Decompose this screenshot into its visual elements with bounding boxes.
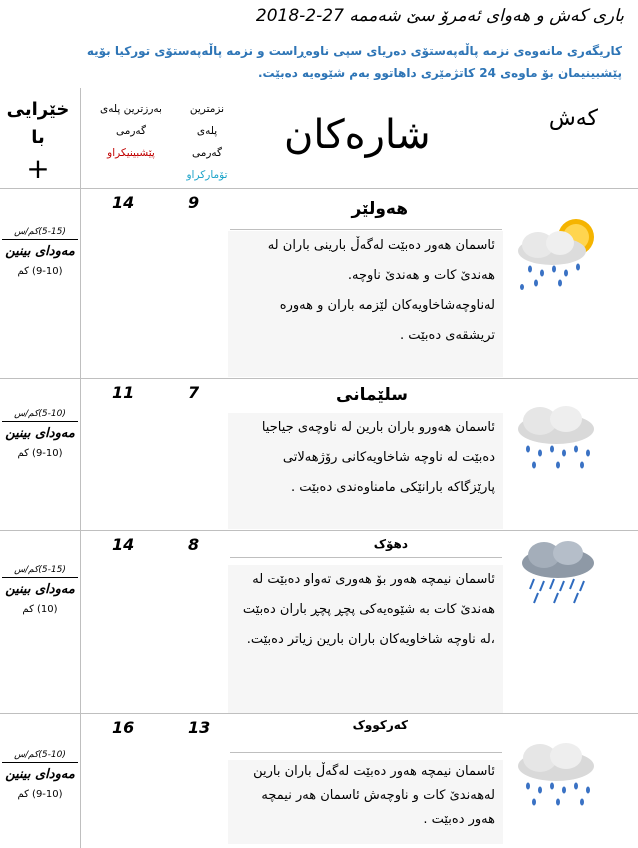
visibility-value: (9-10) کم [17,789,63,800]
heavy-rain-cloud-icon [508,533,604,609]
wind-speed: (5-10)کم/س [2,407,78,422]
max-temp-value: 14 [112,193,135,212]
visibility-value: (10) کم [22,604,58,615]
visibility-value: (9-10) کم [17,266,63,277]
visibility-label: مەودای بینین [5,582,75,597]
recorded-label: تۆمارکراو [186,169,228,181]
wind-info [0,748,80,803]
max-temp-value: 14 [112,535,135,554]
sun-cloud-rain-icon [508,215,604,291]
visibility-label: مەودای بینین [5,767,75,782]
wind-info [0,407,80,462]
city-row-sulaymaniyah [0,379,638,530]
page-title: باری کەش و هەوای ئەمرۆ سێ شەممە 27-2-2018 [255,6,624,26]
city-name: هەولێر [351,199,408,219]
table-header [0,88,638,188]
min-temp-value: 13 [188,718,211,737]
city-name: دهۆک [373,537,408,551]
city-name: سلێمانی [336,385,408,405]
forecast-line: ئاسمان هەورو باران بارین لە ناوچەی جیاجیا دەبێت لە ناوچە شاخاویەکانی رۆژهەلاتی پارێزگاکە بارانێکی مامناوەندی دەبێت . [261,420,495,495]
wind-speed: (5-15)کم/س [2,563,78,578]
weather-column-header: کەش [548,106,598,131]
wind-label: خێرایی با [6,99,70,148]
wind-speed: (5-15)کم/س [2,225,78,240]
forecast-description [228,231,503,377]
forecast-label: پێشبینیکراو [107,147,155,159]
forecast-line: لەناوچەشاخاویەکان لێزمە باران و هەورە تریشقەی دەبێت . [279,298,495,343]
city-name: کەرکووک [352,718,408,732]
max-temp-column-header [86,98,176,164]
min-temp-value: 7 [188,383,200,402]
min-temp-label: نزمترین پلەی گەرمی [189,103,225,159]
visibility-value: (9-10) کم [17,448,63,459]
min-temp-column-header [183,98,231,186]
visibility-label: مەودای بینین [5,244,75,259]
cloud-rain-icon [508,736,604,812]
min-temp-value: 9 [188,193,200,212]
max-temp-value: 11 [112,383,135,402]
city-row-erbil [0,189,638,378]
city-underline [230,752,502,753]
forecast-line: ئاسمان نیمچە هەور دەبێت لەگەڵ باران بارین لەهەندێ کات و ناوچەش ئاسمان هەر نیمچە هەور دەبێت . [253,764,495,827]
forecast-line: ئاسمان نیمچە هەور بۆ هەوری تەواو دەبێت لە هەندێ کات بە شێوەیەکی پچڕ پچڕ باران دەبێت ،لە ناوچە شاخاویەکان باران بارین زیاتر دەبێت. [242,572,495,647]
wind-info [0,225,80,280]
plus-icon: + [26,152,50,185]
min-temp-value: 8 [188,535,200,554]
cloud-rain-icon [508,399,604,475]
forecast-description [228,413,503,529]
city-row-duhok [0,531,638,713]
visibility-label: مەودای بینین [5,426,75,441]
forecast-description [228,565,503,713]
wind-column-header [6,96,70,186]
city-row-kirkuk [0,714,638,848]
forecast-line: ئاسمان هەور دەبێت لەگەڵ بارینی باران لە هەندێ کات و هەندێ ناوچە. [267,238,495,283]
max-temp-label: بەرزترین پلەی گەرمی [100,103,162,137]
wind-info [0,563,80,618]
city-underline [230,557,502,558]
max-temp-value: 16 [112,718,135,737]
cities-column-header: شارەکان [284,112,431,158]
forecast-description [228,760,503,844]
wind-speed: (5-10)کم/س [2,748,78,763]
city-underline [230,229,502,230]
intro-text: کاریگەری مانەوەی نزمە پاڵەپەستۆی دەریای سپی ناوەڕاست و نزمە پاڵەپەستۆی تورکیا بۆیە پێشبینیمان بۆ ماوەی 24 کاتژمێری داهاتوو بەم شێوەیە دەبێت. [86,44,622,80]
